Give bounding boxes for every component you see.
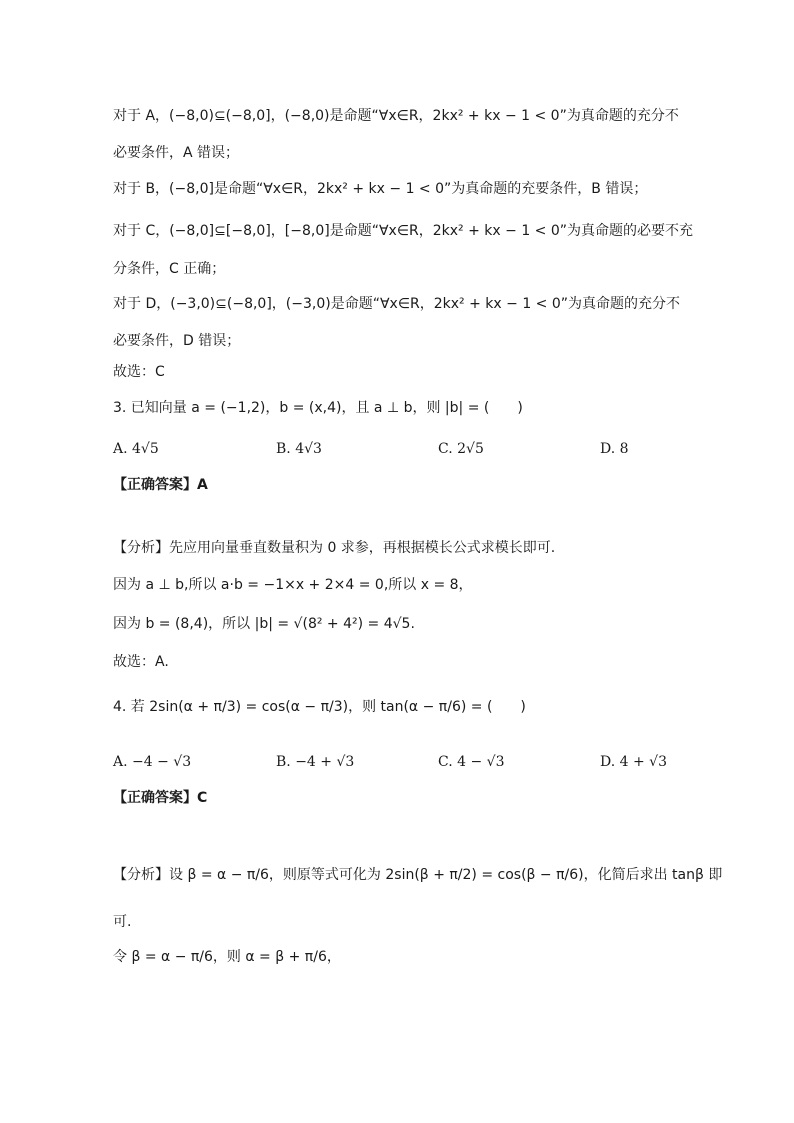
q3-option-a: A. 4√5 [113,441,159,457]
q3-option-b: B. 4√3 [276,441,322,457]
choose-line: 故选：C [113,364,165,380]
q4-option-c: C. 4 − √3 [438,754,505,770]
q3-line2: 因为 b = (8,4)，所以 |b| = √(8² + 4²) = 4√5. [113,616,415,632]
q4-option-b: B. −4 + √3 [276,754,355,770]
q4-option-a: A. −4 − √3 [113,754,192,770]
q4-analysis-line1: 【分析】设 β = α − π/6，则原等式可化为 2sin(β + π/2) = cos(β − π/6)，化简后求出 tanβ 即 [113,867,723,883]
paragraph-c-line2: 分条件，C 正确； [113,261,226,277]
question-3-stem: 3. 已知向量 a = (−1,2)，b = (x,4)，且 a ⊥ b，则 |b| = ( ) [113,400,523,416]
question-4-stem: 4. 若 2sin(α + π/3) = cos(α − π/3)，则 tan(α − π/6) = ( ) [113,699,526,715]
q4-analysis-line2: 可. [113,914,132,930]
paragraph-b: 对于 B，(−8,0]是命题“∀x∈R，2kx² + kx − 1 < 0”为真命题的充要条件，B 错误； [113,181,648,197]
q3-line1: 因为 a ⊥ b,所以 a·b = −1×x + 2×4 = 0,所以 x = 8， [113,577,473,593]
q3-option-d: D. 8 [600,441,629,457]
q4-option-d: D. 4 + √3 [600,754,667,770]
paragraph-d-line1: 对于 D，(−3,0)⊆(−8,0]，(−3,0)是命题“∀x∈R，2kx² + kx − 1 < 0”为真命题的充分不 [113,296,681,312]
q4-answer: 【正确答案】C [113,790,208,806]
paragraph-a-line2: 必要条件，A 错误； [113,145,240,161]
q4-line1: 令 β = α − π/6，则 α = β + π/6， [113,949,341,965]
q3-option-c: C. 2√5 [438,441,484,457]
paragraph-d-line2: 必要条件，D 错误； [113,333,241,349]
q3-answer: 【正确答案】A [113,477,208,493]
paragraph-c-line1: 对于 C，(−8,0]⊆[−8,0]，[−8,0]是命题“∀x∈R，2kx² + kx − 1 < 0”为真命题的必要不充 [113,223,694,239]
paragraph-a-line1: 对于 A，(−8,0)⊆(−8,0]，(−8,0)是命题“∀x∈R，2kx² + kx − 1 < 0”为真命题的充分不 [113,108,679,124]
q3-choose: 故选：A. [113,654,169,670]
q3-analysis: 【分析】先应用向量垂直数量积为 0 求参，再根据模长公式求模长即可. [113,540,556,556]
